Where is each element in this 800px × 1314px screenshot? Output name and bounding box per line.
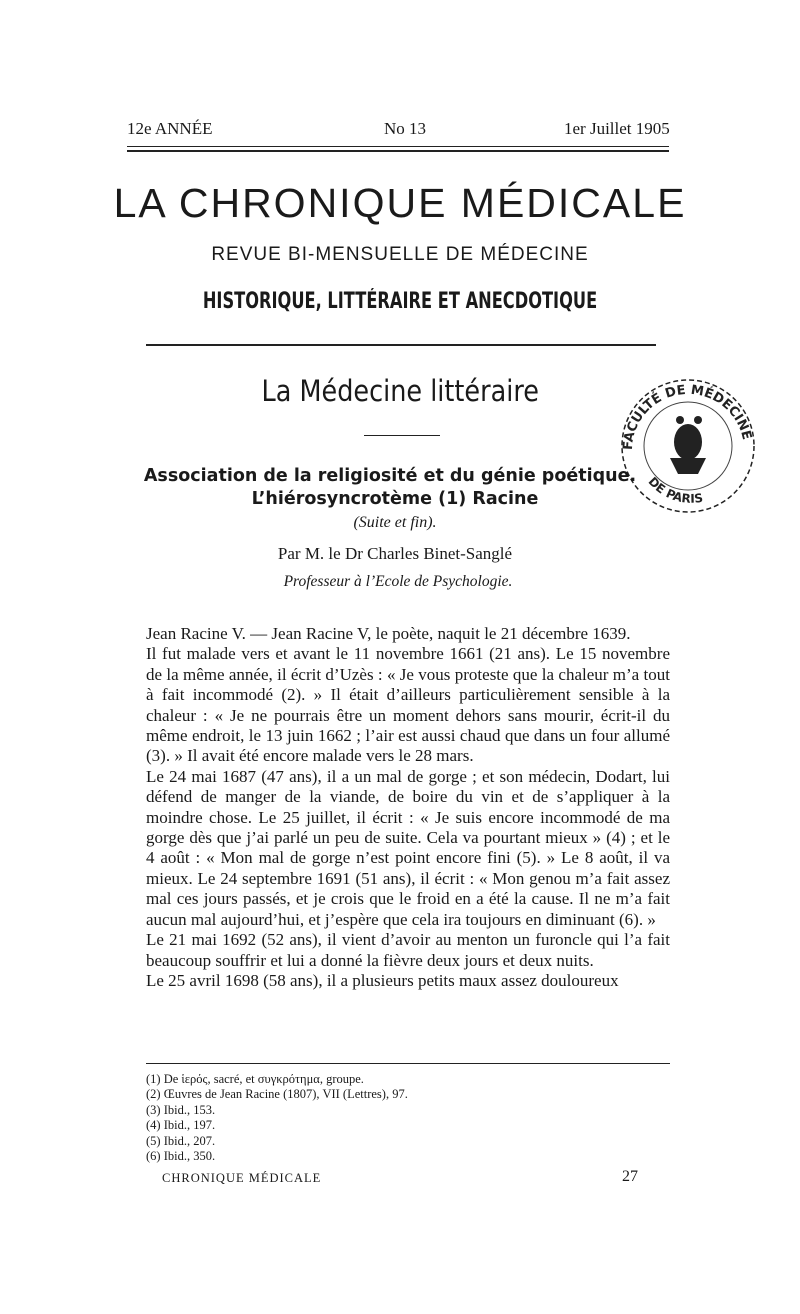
stamp-text-bottom: DE PARIS — [645, 474, 704, 506]
issue-date: 1er Juillet 1905 — [564, 119, 670, 138]
article-author: Par M. le Dr Charles Binet-Sanglé — [277, 544, 513, 563]
journal-tagline: HISTORIQUE, LITTÉRAIRE ET ANECDOTIQUE — [202, 289, 598, 314]
stamp-text-top: FACULTÉ DE MÉDECINE — [620, 382, 754, 451]
footnote-2: (2) Œuvres de Jean Racine (1807), VII (Lettres), 97. — [146, 1087, 408, 1102]
paragraph-1: Jean Racine V. — Jean Racine V, le poète, naquit le 21 décembre 1639. — [146, 624, 631, 643]
header-rule-top — [127, 146, 669, 147]
page-number: 27 — [622, 1168, 638, 1185]
footnote-rule — [146, 1063, 670, 1064]
article-continuation: (Suite et fin). — [353, 514, 437, 531]
paragraph-4: Le 21 mai 1692 (52 ans), il vient d’avoir au menton un furoncle qui l’a fait beaucoup souffrir et lui a donné la fièvre deux jours et deux nuits. — [146, 930, 670, 970]
year-label: 12e ANNÉE — [127, 119, 213, 138]
article-body — [146, 624, 670, 991]
footnotes — [146, 1072, 408, 1164]
article-title-line-2: L’hiérosyncrotème (1) Racine — [251, 489, 539, 509]
section-title: La Médecine littéraire — [261, 374, 539, 408]
footer-journal-name: CHRONIQUE MÉDICALE — [162, 1171, 322, 1185]
masthead-rule — [146, 344, 656, 346]
journal-subtitle: REVUE BI-MENSUELLE DE MÉDECINE — [211, 244, 589, 265]
footnote-3: (3) Ibid., 153. — [146, 1102, 216, 1117]
journal-title: LA CHRONIQUE MÉDICALE — [113, 180, 687, 226]
footnote-5: (5) Ibid., 207. — [146, 1133, 216, 1148]
footnote-4: (4) Ibid., 197. — [146, 1118, 216, 1133]
section-divider — [364, 435, 440, 436]
paragraph-3: Le 24 mai 1687 (47 ans), il a un mal de gorge ; et son médecin, Dodart, lui défend de manger de la viande, de boire du vin et de s’appliquer à la moindre chose. Le 25 juillet, il écrit : « Je suis encore incommodé de ma gorge dès que j’ai parlé un peu de suite. Cela va pourtant mieux » (4) ; et le 4 août : « Mon mal de gorge n’est point encore fini (5). » Le 8 août, il va mieux. Le 24 septembre 1691 (51 ans), il écrit : « Mon genou m’a fait assez mal ces jours passés, et je crois que le froid en a été la cause. Il ne m’a fait aucun mal aujourd’hui, et j’espère que cela ira toujours en diminuant (6). » — [146, 766, 670, 929]
author-affiliation: Professeur à l’Ecole de Psychologie. — [283, 573, 513, 590]
paragraph-2: Il fut malade vers et avant le 11 novembre 1661 (21 ans). Le 15 novembre de la même année, il écrit d’Uzès : « Je vous proteste que la chaleur m’a tout à fait incommodé (2). » Il était d’ailleurs particulièrement sensible à la chaleur : « Je ne pourrais être un moment dehors sans mourir, écrit-il du même endroit, le 13 juin 1662 ; l’air est aussi chaud que dans un four allumé (3). » Il avait été encore malade vers le 28 mars. — [146, 644, 670, 766]
header-rule-bottom — [127, 150, 669, 152]
footnote-6: (6) Ibid., 350. — [146, 1149, 216, 1164]
issue-number: No 13 — [384, 119, 427, 138]
paragraph-5: Le 25 avril 1698 (58 ans), il a plusieurs petits maux assez douloureux — [146, 970, 619, 990]
article-title-line-1: Association de la religiosité et du génie poétique. — [143, 466, 637, 486]
footnote-1: (1) De ἱερός, sacré, et συγκρότημα, groupe. — [146, 1072, 364, 1086]
